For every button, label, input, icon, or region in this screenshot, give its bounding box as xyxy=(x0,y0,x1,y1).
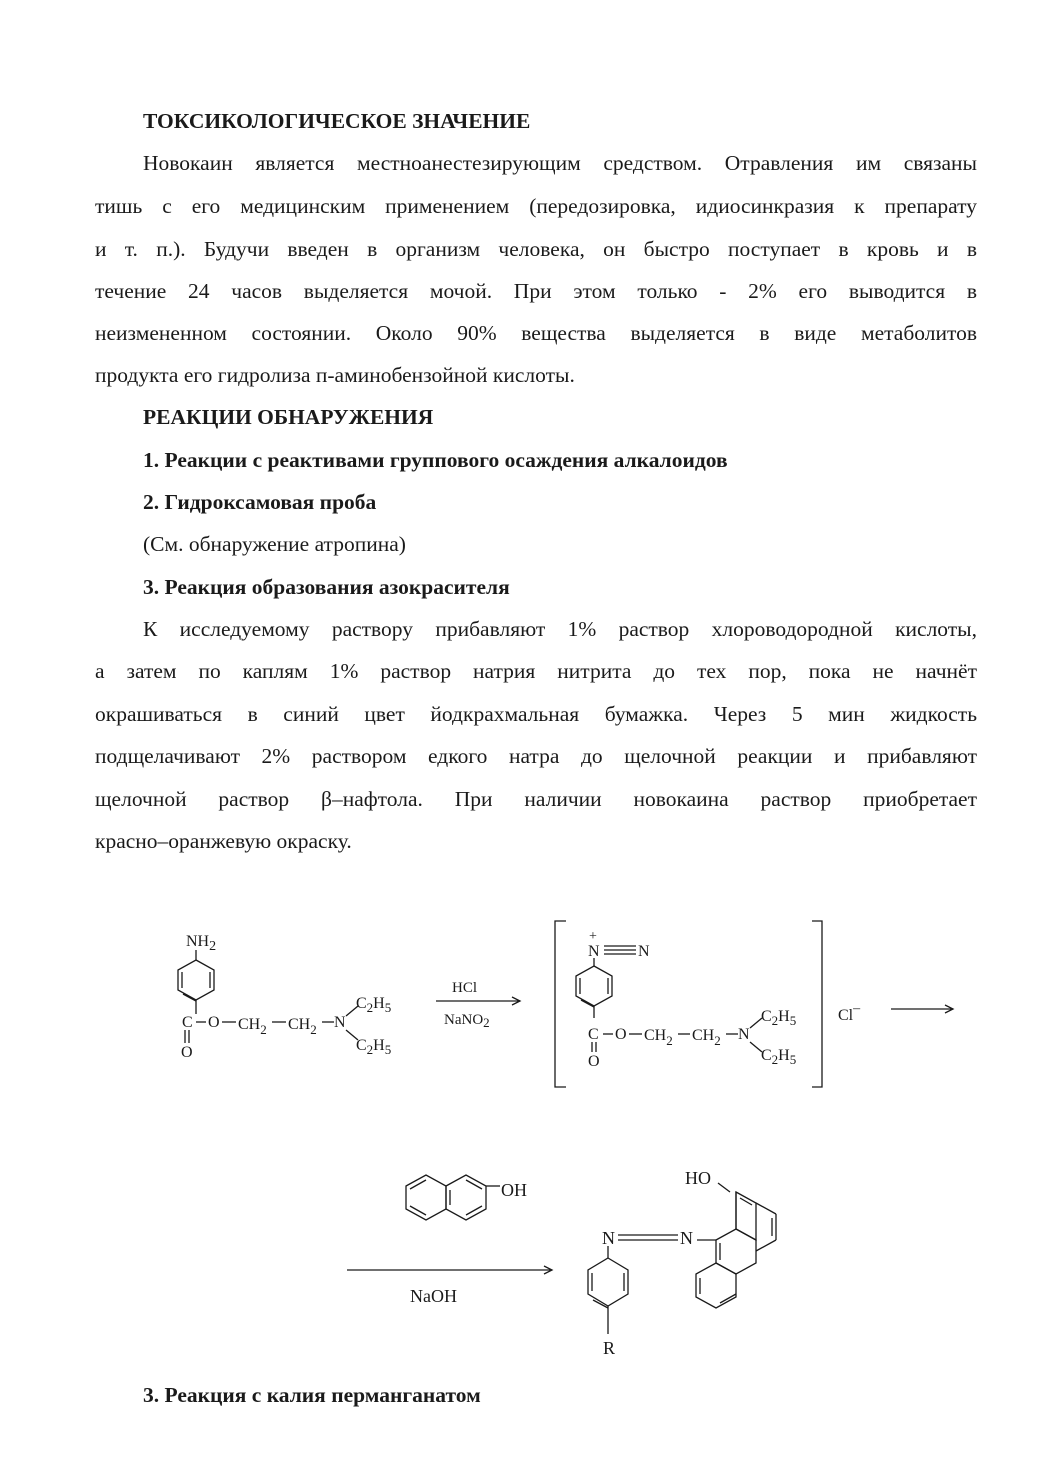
novocaine-structure xyxy=(178,933,391,1061)
diazonium-structure xyxy=(555,921,861,1087)
ethyl-label-3: $C_2H_5$ xyxy=(761,1008,797,1028)
item-4-heading: 3. Реакция с калия перманганатом xyxy=(143,1383,481,1407)
ch2-label-2: $CH_2$ xyxy=(288,1016,317,1037)
tox-line-6: продукта его гидролиза п-аминобензойной кислоты. xyxy=(95,363,575,387)
svg-text:O: O xyxy=(615,1026,627,1043)
ch2-label-1: $CH_2$ xyxy=(238,1016,267,1037)
svg-text:N: N xyxy=(680,1228,693,1248)
azo-line-2: а затем по каплям 1% раствор натрия нитрита до тех пор, пока не начнёт xyxy=(95,659,977,683)
tox-line-1: Новокаин является местноанестезирующим средством. Отравления им связаны xyxy=(143,151,977,175)
svg-text:C: C xyxy=(588,1026,599,1043)
nh2-label: NH2 xyxy=(186,933,217,954)
svg-text:N: N xyxy=(588,943,600,960)
svg-text:HCl: HCl xyxy=(452,980,478,996)
svg-text:O: O xyxy=(181,1044,193,1061)
azo-line-4: подщелачивают 2% раствором едкого натра до щелочной реакции и прибавляют xyxy=(95,744,977,768)
svg-text:NaOH: NaOH xyxy=(410,1286,457,1306)
beta-naphthol-structure xyxy=(406,1175,527,1220)
svg-text:HO: HO xyxy=(685,1168,711,1188)
ethyl-label-4: $C_2H_5$ xyxy=(761,1047,797,1067)
tox-line-3: и т. п.). Будучи введен в организм человека, он быстро поступает в кровь и в xyxy=(95,237,977,261)
item-2-heading: 2. Гидроксамовая проба xyxy=(143,490,377,514)
svg-text:O: O xyxy=(588,1053,600,1070)
svg-text:OH: OH xyxy=(501,1180,527,1200)
svg-text:N: N xyxy=(602,1228,615,1248)
item-2-note: (См. обнаружение атропина) xyxy=(143,532,406,556)
arrow-continue xyxy=(891,1005,953,1013)
azo-line-3: окрашиваться в синий цвет йодкрахмальная бумажка. Через 5 мин жидкость xyxy=(95,702,977,726)
svg-text:R: R xyxy=(603,1338,616,1358)
arrow-coupling xyxy=(347,1266,552,1306)
svg-text:N: N xyxy=(738,1026,750,1043)
heading-toxicology: ТОКСИКОЛОГИЧЕСКОЕ ЗНАЧЕНИЕ xyxy=(143,109,531,133)
nano2-label: NaNO2 xyxy=(444,1012,490,1030)
svg-text:C: C xyxy=(182,1014,193,1031)
svg-text:N: N xyxy=(638,943,650,960)
ch2-label-3: $CH_2$ xyxy=(644,1027,673,1048)
svg-text:+: + xyxy=(589,929,597,944)
azo-line-1: К исследуемому раствору прибавляют 1% раствор хлороводородной кислоты, xyxy=(143,617,977,641)
item-1-heading: 1. Реакции с реактивами группового осаждения алкалоидов xyxy=(143,448,728,472)
azo-line-5: щелочной раствор β–нафтола. При наличии новокаина раствор приобретает xyxy=(95,787,977,811)
chloride-label: Cl– xyxy=(838,1001,861,1024)
item-3-heading: 3. Реакция образования азокрасителя xyxy=(143,575,510,599)
arrow-diazotization xyxy=(436,980,520,1030)
svg-text:O: O xyxy=(208,1014,220,1031)
ch2-label-4: $CH_2$ xyxy=(692,1027,721,1048)
tox-line-5: неизмененном состоянии. Около 90% вещества выделяется в виде метаболитов xyxy=(95,321,977,345)
ethyl-label-2: $C_2H_5$ xyxy=(356,1037,392,1057)
ethyl-label-1: $C_2H_5$ xyxy=(356,995,392,1015)
svg-text:N: N xyxy=(334,1014,346,1031)
heading-detection: РЕАКЦИИ ОБНАРУЖЕНИЯ xyxy=(143,405,434,429)
azo-line-6: красно–оранжевую окраску. xyxy=(95,829,352,853)
tox-line-2: тишь с его медицинским применением (передозировка, идиосинкразия к препарату xyxy=(95,194,977,218)
tox-line-4: течение 24 часов выделяется мочой. При этом только - 2% его выводится в xyxy=(95,279,977,303)
azo-dye-structure xyxy=(588,1168,776,1358)
